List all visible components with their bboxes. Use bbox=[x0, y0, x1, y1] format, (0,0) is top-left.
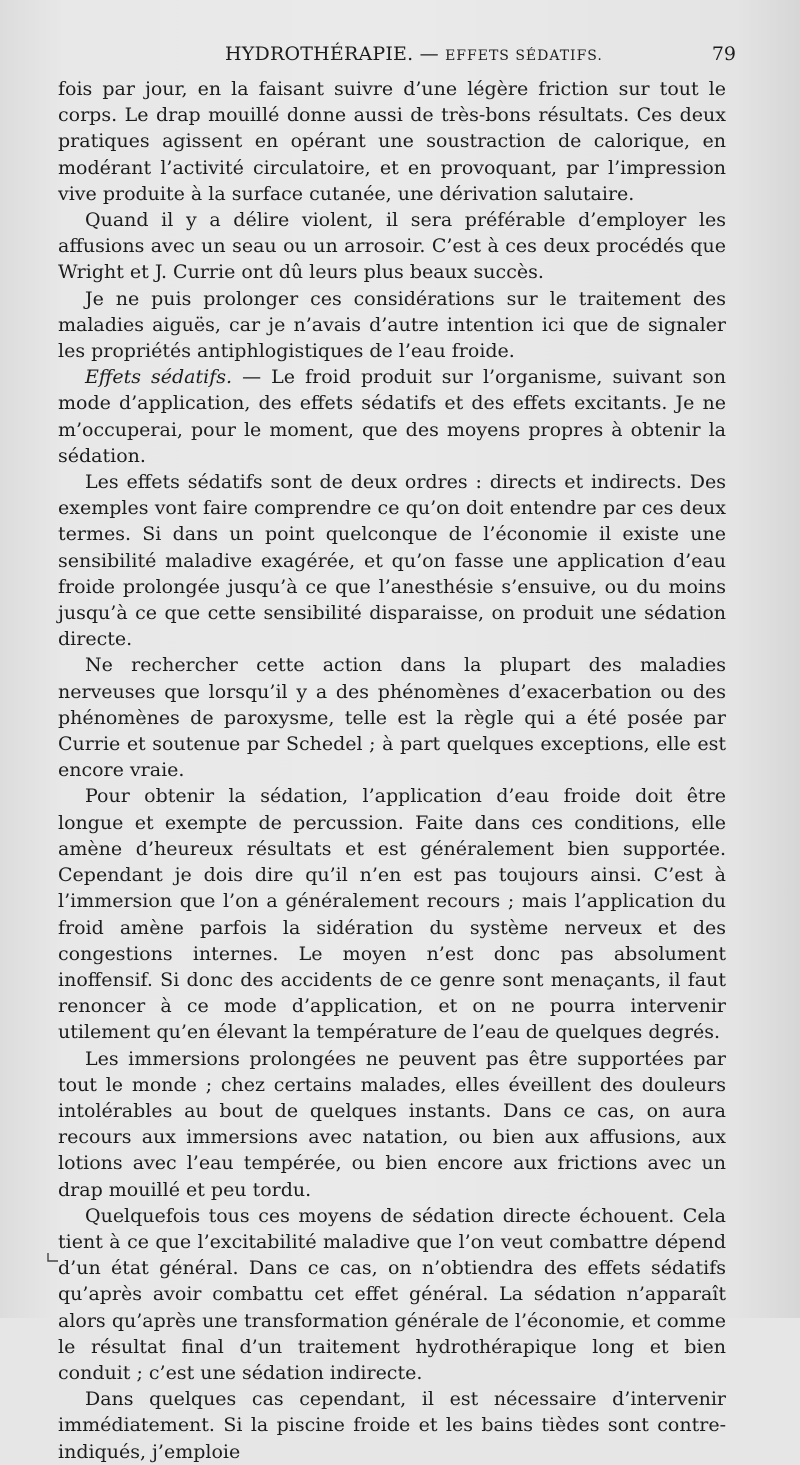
header-subtitle: EFFETS SÉDATIFS. bbox=[445, 48, 603, 64]
paragraph: Les effets sédatifs sont de deux ordres : directs et indirects. Des exemples vont faire comprendre ce qu’on doit entendre par ces deux termes. Si dans un point quelconque de l’économie il existe une sensibilité maladive exagérée, et qu’on fasse une application d’eau froide prolongée jusqu’à ce que l’anesthésie s’ensuive, ou du moins jusqu’à ce que cette sensibilité disparaisse, on produit une sédation directe. bbox=[58, 471, 726, 651]
paragraph: Dans quelques cas cependant, il est nécessaire d’intervenir immédiatement. Si la piscine froide et les bains tièdes sont contre-indiqués, j’emploie bbox=[58, 1388, 726, 1463]
paragraph-text: — Le froid produit sur l’organisme, suivant son mode d’application, des effets sédatifs et des effets excitants. Je ne m’occuperai, pour le moment, que des moyens propres à obtenir la sédation. bbox=[58, 366, 726, 467]
paragraph: Quand il y a délire violent, il sera préférable d’employer les affusions avec un seau ou un arrosoir. C’est à ces deux procédés que Wright et J. Currie ont dû leurs plus beaux succès. bbox=[58, 209, 726, 284]
paragraph: Pour obtenir la sédation, l’application d’eau froide doit être longue et exempte de percussion. Faite dans ces conditions, elle amène d’heureux résultats et est généralement bien supportée. Cependant je dois dire qu’il n’en est pas toujours ainsi. C’est à l’immersion que l’on a généralement recours ; mais l’application du froid amène parfois la sidération du système nerveux et des congestions internes. Le moyen n’est donc pas absolument inoffensif. Si donc des accidents de ce genre sont menaçants, il faut renoncer à ce mode d’application, et on ne pourra intervenir utilement qu’en élevant la température de l’eau de quelques degrés. bbox=[58, 785, 726, 1044]
page-number: 79 bbox=[711, 43, 736, 65]
paragraph: Les immersions prolongées ne peuvent pas être supportées par tout le monde ; chez certains malades, elles éveillent des douleurs intolérables au bout de quelques instants. Dans ce cas, on aura recours aux immersions avec natation, ou bien aux affusions, aux lotions avec l’eau tempérée, ou bien encore aux frictions avec un drap mouillé et peu tordu. bbox=[58, 1047, 726, 1201]
paragraph: fois par jour, en la faisant suivre d’une légère friction sur tout le corps. Le drap mouillé donne aussi de très-bons résultats. Ces deux pratiques agissent en opérant une soustraction de calorique, en modérant l’activité circulatoire, et en provoquant, par l’impression vive produite à la surface cutanée, une dérivation salutaire. bbox=[58, 78, 726, 205]
section-lead-heading: Effets sédatifs. bbox=[85, 366, 233, 389]
corner-mark-icon bbox=[46, 1251, 60, 1265]
paragraph: Je ne puis prolonger ces considérations sur le traitement des maladies aiguës, car je n’avais d’autre intention ici que de signaler les propriétés antiphlogistiques de l’eau froide. bbox=[58, 287, 726, 363]
header-separator: — bbox=[419, 43, 439, 65]
paragraph-section-effets-sedatifs bbox=[58, 364, 726, 469]
paragraph: Ne rechercher cette action dans la plupart des maladies nerveuses que lorsqu’il y a des phénomènes d’exacerbation ou des phénomènes de paroxysme, telle est la règle qui a été posée par Currie et soutenue par Schedel ; à part quelques exceptions, elle est encore vraie. bbox=[58, 654, 726, 782]
paragraph: Quelquefois tous ces moyens de sédation directe échouent. Cela tient à ce que l’excitabilité maladive que l’on veut combattre dépend d’un état général. Dans ce cas, on n’obtiendra des effets sédatifs qu’après avoir combattu cet effet général. La sédation n’apparaît alors qu’après une transformation générale de l’économie, et comme le résultat final d’un traitement hydrothérapique long et bien conduit ; c’est une sédation indirecte. bbox=[58, 1204, 726, 1384]
running-title bbox=[225, 40, 603, 70]
header-title: HYDROTHÉRAPIE. bbox=[225, 43, 414, 65]
body-text bbox=[58, 76, 726, 1465]
margin-mark bbox=[46, 1250, 60, 1269]
running-header bbox=[60, 40, 736, 68]
